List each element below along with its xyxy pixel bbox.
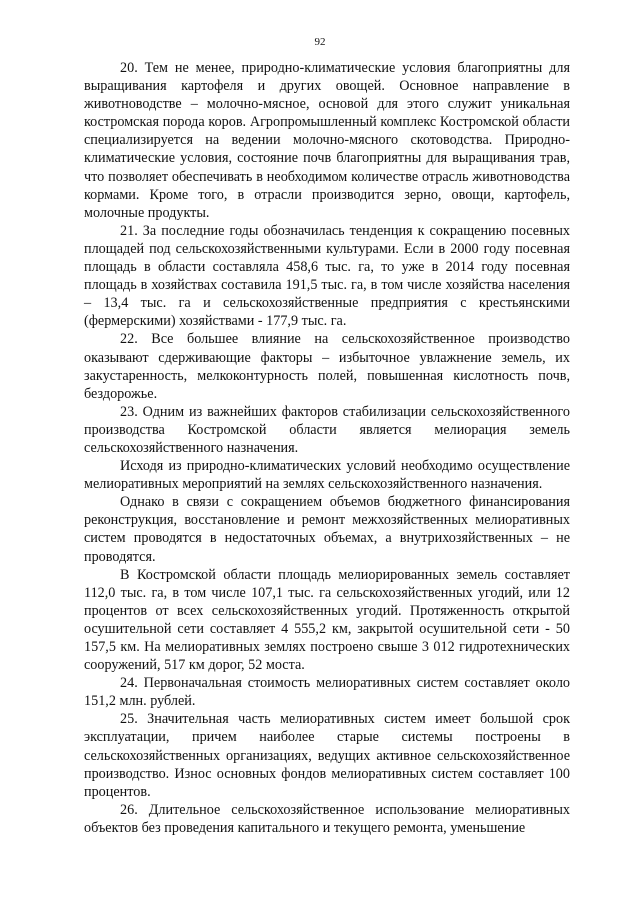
paragraph-23-area: В Костромской области площадь мелиорированных земель составляет 112,0 тыс. га, в том числе 107,1 тыс. га сельскохозяйственных угодий, или 12 процентов от всех сельскохозяйственных угодий. Протяженность открытой осушительной сети составляет 4 555,2 км, закрытой осушительной сети - 50 157,5 км. На мелиоративных землях построено свыше 3 012 гидротехнических сооружений, 517 км дорог, 52 моста. [84,566,570,674]
paragraph-23-funding: Однако в связи с сокращением объемов бюджетного финансирования реконструкция, восстановление и ремонт межхозяйственных мелиоративных систем проводятся в недостаточных объемах, а внутрихозяйственных – не проводятся. [84,494,570,565]
page-number: 92 [314,36,326,48]
paragraph-26: 26. Длительное сельскохозяйственное использование мелиоративных объектов без проведения капитального и текущего ремонта, уменьшение [84,801,570,836]
paragraph-23-conditions: Исходя из природно-климатических условий необходимо осуществление мелиоративных мероприятий на землях сельскохозяйственного назначения. [84,458,570,493]
paragraph-24: 24. Первоначальная стоимость мелиоративных систем составляет около 151,2 млн. рублей. [84,675,570,710]
paragraph-22: 22. Все большее влияние на сельскохозяйственное производство оказывают сдерживающие факторы – избыточное увлажнение земель, их закустаренность, мелкоконтурность полей, повышенная кислотность почв, бездорожье. [84,331,570,402]
paragraph-23: 23. Одним из важнейших факторов стабилизации сельскохозяйственного производства Костромской области является мелиорация земель сельскохозяйственного назначения. [84,403,570,456]
paragraph-20: 20. Тем не менее, природно-климатические условия благоприятны для выращивания картофеля и других овощей. Основное направление в животноводстве – молочно-мясное, основой для этого служит уникальная костромская порода коров. Агропромышленный комплекс Костромской области специализируется на ведении молочно-мясного скотоводства. Природно-климатические условия, состояние почв благоприятны для выращивания трав, что позволяет обеспечивать в необходимом количестве отрасль животноводства кормами. Кроме того, в отрасли производится зерно, овощи, картофель, молочные продукты. [84,60,570,221]
paragraph-21: 21. За последние годы обозначилась тенденция к сокращению посевных площадей под сельскохозяйственными культурами. Если в 2000 году посевная площадь в области составляла 458,6 тыс. га, то уже в 2014 году посевная площадь в хозяйствах составила 191,5 тыс. га, в том числе хозяйства населения – 13,4 тыс. га и сельскохозяйственные предприятия с крестьянскими (фермерскими) хозяйствами - 177,9 тыс. га. [84,222,570,330]
document-body [84,59,570,837]
paragraph-25: 25. Значительная часть мелиоративных систем имеет большой срок эксплуатации, причем наиболее старые системы построены в сельскохозяйственных организациях, ведущих активное сельскохозяйственное производство. Износ основных фондов мелиоративных систем составляет 100 процентов. [84,711,570,800]
